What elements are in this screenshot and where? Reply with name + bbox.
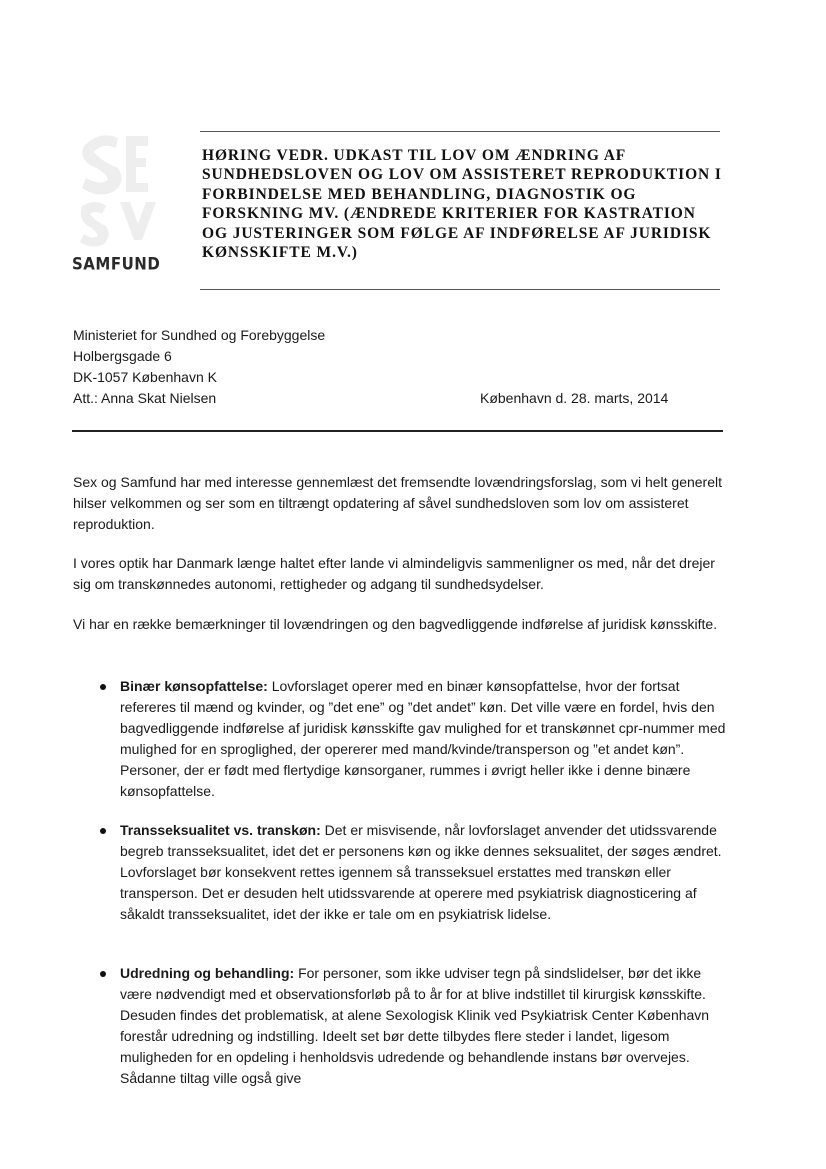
- list-item-text: Det er misvisende, når lovforslaget anvender det utidssvarende begreb transseksualitet, idet det er personens køn og ikke dennes seksualitet, der søges ændret. Lovforslaget bør konsekvent rettes igennem så transseksuel erstattes med transkøn eller transperson. Det er desuden helt utidssvarende at operere med psykiatrisk diagnosticering af såkaldt transseksualitet, idet der ikke er tale om en psykiatrisk lidelse.: [120, 822, 722, 922]
- body-paragraph: Vi har en række bemærkninger til lovændringen og den bagvedliggende indførelse af juridisk kønsskifte.: [73, 616, 718, 632]
- title-top-rule: [200, 131, 720, 132]
- bullet-icon: [100, 971, 106, 977]
- list-item: [120, 676, 730, 802]
- bullet-icon: [100, 684, 106, 690]
- letter-date: København d. 28. marts, 2014: [480, 390, 669, 406]
- address-line: DK-1057 København K: [73, 369, 217, 385]
- list-item: [120, 820, 730, 925]
- list-item-heading: Transseksualitet vs. transkøn:: [120, 822, 321, 838]
- body-paragraph: I vores optik har Danmark længe haltet efter lande vi almindeligvis sammenligner os med, når det drejer sig om transkønnedes autonomi, rettigheder og adgang til sundhedsydelser.: [73, 555, 715, 592]
- list-item-heading: Udredning og behandling:: [120, 965, 295, 981]
- document-title: HØRING VEDR. UDKAST TIL LOV OM ÆNDRING AF SUNDHEDSLOVEN OG LOV OM ASSISTERET REPRODUKTION I FORBINDELSE MED BEHANDLING, DIAGNOSTIK OG FORSKNING MV. (ÆNDREDE KRITERIER FOR KASTRATION OG JUSTERINGER SOM FØLGE AF INDFØRELSE AF JURIDISK KØNSSKIFTE M.V.): [202, 147, 722, 262]
- address-line: Holbergsgade 6: [73, 348, 172, 364]
- address-line: Att.: Anna Skat Nielsen: [73, 390, 217, 406]
- logo-wordmark: SAMFUND: [72, 253, 161, 275]
- sex-og-samfund-logo-mark-icon: [76, 128, 156, 250]
- list-item-text: For personer, som ikke udviser tegn på sindslidelser, bør det ikke være nødvendigt med et observationsforløb på to år for at blive indstillet til kirurgisk kønsskifte. Desuden findes det problematisk, at alene Sexologisk Klinik ved Psykiatrisk Center København forestår udredning og indstilling. Ideelt set bør dette tilbydes flere steder i landet, ligesom muligheden for en opdeling i henholdsvis udredende og behandlende instans bør overvejes. Sådanne tiltag ville også give: [120, 965, 710, 1086]
- body-paragraph: Sex og Samfund har med interesse gennemlæst det fremsendte lovændringsforslag, som vi helt generelt hilser velkommen og ser som en tiltrængt opdatering af såvel sundhedsloven som lov om assisteret reproduktion.: [73, 474, 723, 532]
- address-line: Ministeriet for Sundhed og Forebyggelse: [73, 327, 326, 343]
- header-divider: [72, 430, 723, 432]
- bullet-icon: [100, 828, 106, 834]
- title-bottom-rule: [200, 289, 720, 290]
- list-item-text: Lovforslaget operer med en binær kønsopfattelse, hvor der fortsat refereres til mænd og kvinder, og ”det ene” og ”det andet” køn. Det ville være en fordel, hvis den bagvedliggende indførelse af juridisk kønsskifte gav mulighed for et transkønnet cpr-nummer med mulighed for en sproglighed, der opererer med mand/kvinde/transperson og ”et andet køn”. Personer, der er født med flertydige kønsorganer, rummes i øvrigt heller ikke i denne binære kønsopfattelse.: [120, 678, 726, 799]
- list-item: [120, 963, 730, 1089]
- recipient-address: [73, 325, 325, 409]
- list-item-heading: Binær kønsopfattelse:: [120, 678, 268, 694]
- logo: [66, 128, 176, 278]
